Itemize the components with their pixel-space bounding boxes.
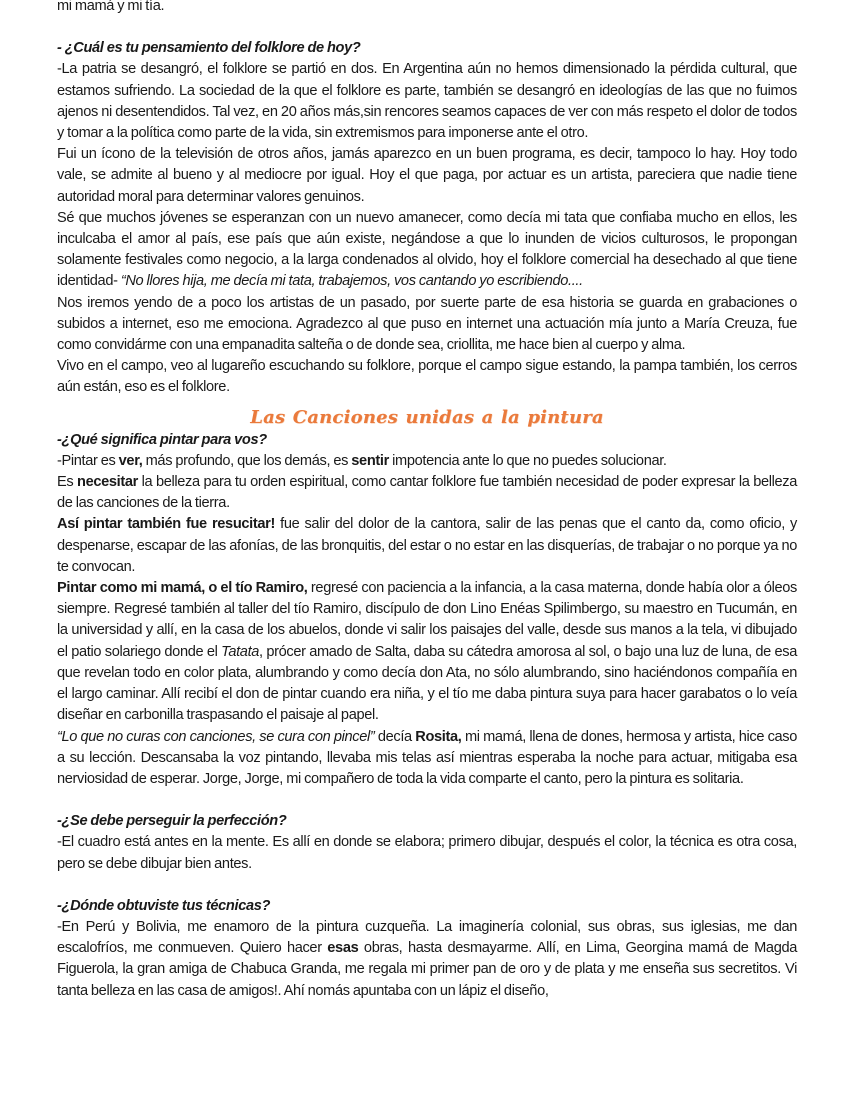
text: , prócer amado de Salta, daba su cátedra amorosa al sol, o bajo una luz de luna, de esa que revelan todo en color plata, alumbrando y como decía don Ata, no sólo alumbrando, sino haciéndonos compañía en el largo caminar. Allí recibí el don de pintar cuando era niña, y el tío me daba pintura suya para hacer garabatos o lo veía diseñar en carbonilla traspasando el paisaje al papel. bbox=[57, 643, 797, 724]
text: Sé que muchos jóvenes se esperanzan con un nuevo amanecer, como decía mi tata que confiaba mucho en ellos, les inculcaba el amor al país, ese país que aún existe, negándose a que lo inunden de vicios culturosos, le propongan solamente festivales como negocio, a la larga condenados al olvido, hoy el folklore comercial ha desechado al que tiene identidad- bbox=[57, 209, 797, 290]
answer-paragraph bbox=[57, 208, 797, 293]
quote-text: “Lo que no curas con canciones, se cura con pincel” bbox=[57, 728, 375, 745]
answer-paragraph bbox=[57, 578, 797, 726]
answer-paragraph bbox=[57, 472, 797, 514]
answer-paragraph bbox=[57, 727, 797, 791]
bold-text: Así pintar también fue resucitar! bbox=[57, 516, 275, 533]
text: -En Perú y Bolivia, me enamoro de la pintura cuzqueña. La imaginería colonial, sus obras, sus iglesias, me dan escalofríos, me conmueven. Quiero hacer bbox=[57, 918, 797, 957]
bold-text: necesitar bbox=[77, 474, 138, 491]
bold-text: esas bbox=[327, 940, 359, 957]
spacer bbox=[57, 875, 797, 896]
text: obras, hasta desmayarme. Allí, en Lima, Georgina mamá de Magda Figuerola, la gran amiga de Chabuca Granda, me regala mi primer pan de oro y de plata y me enseña sus secretitos. Vi tanta belleza en las casa de amigos!. Ahí nomás apuntaba con un lápiz el diseño, bbox=[57, 940, 797, 999]
italic-text: Tatata bbox=[221, 643, 260, 660]
text: fue salir del dolor de la cantora, salir de las penas que el canto da, como oficio, y despenarse, escapar de las afonías, de las bronquitis, del estar o no estar en las disquerías, de trabajar o no porque ya no te convocan. bbox=[57, 516, 798, 575]
question-folklore-today: - ¿Cuál es tu pensamiento del folklore de hoy? bbox=[57, 40, 361, 57]
spacer bbox=[57, 790, 797, 811]
section-title: Las Canciones unidas a la pintura bbox=[250, 406, 604, 428]
text: mi mamá, llena de dones, hermosa y artista, hice caso a su lección. Descansaba la voz pintando, llevaba mis telas así mientras esperaba la noche para actuar, mitigaba esa nerviosidad de esperar. Jorge, Jorge, mi compañero de toda la vida comparte el canto, pero la pintura es solitaria. bbox=[57, 728, 797, 787]
text: Es bbox=[57, 474, 78, 491]
bold-text: sentir bbox=[351, 452, 389, 469]
text: decía bbox=[374, 728, 416, 745]
text: la belleza para tu orden espiritual, como cantar folklore fue también necesidad de poder expresar la belleza de las canciones de la tierra. bbox=[57, 474, 797, 512]
answer-paragraph: Vivo en el campo, veo al lugareño escuchando su folklore, porque el campo sigue estando, la pampa también, los cerros aún están, eso es el folklore. bbox=[57, 358, 797, 396]
bold-text: Pintar como mi mamá, o el tío Ramiro, bbox=[57, 580, 308, 597]
bold-text: Rosita, bbox=[415, 728, 462, 745]
answer-paragraph: Fui un ícono de la televisión de otros años, jamás aparezco en un buen programa, es decir, tampoco lo hay. Hoy todo vale, se admite al bueno y al mediocre por igual. Hoy el que paga, por actuar es un artista, pareciera que nadie tiene autoridad moral para determinar valores genuinos. bbox=[57, 146, 797, 205]
text: impotencia ante lo que no puedes solucionar. bbox=[388, 452, 667, 469]
text: más profundo, que los demás, es bbox=[142, 452, 352, 469]
article-page bbox=[57, 0, 797, 1002]
answer-paragraph: -El cuadro está antes en la mente. Es allí en donde se elabora; primero dibujar, después el color, la técnica es otra cosa, pero se debe dibujar bien antes. bbox=[57, 834, 797, 872]
question-what-painting-means: -¿Qué significa pintar para vos? bbox=[57, 431, 267, 448]
text: regresé con paciencia a la infancia, a la casa materna, donde había olor a óleos siempre. Regresé también al taller del tío Ramiro, discípulo de don Lino Enéas Spilimbergo, su maestro en Tucumán, en la universidad y allí, en la casa de los abuelos, donde vi salir los paisajes del valle, desde sus manos a la tela, vi dibujado el patio solariego donde el bbox=[57, 580, 797, 660]
question-perfection: -¿Se debe perseguir la perfección? bbox=[57, 813, 287, 830]
question-techniques: -¿Dónde obtuviste tus técnicas? bbox=[57, 897, 271, 914]
answer-paragraph bbox=[57, 917, 797, 1002]
answer-paragraph: Nos iremos yendo de a poco los artistas de un pasado, por suerte parte de esa historia se guarda en grabaciones o subidos a internet, eso me emociona. Agradezco al que puso en internet una actuación mía junto a María Creuza, fue como convidárme con una empanadita salteña o de donde sea, criollita, me hace bien al cuerpo y alma. bbox=[57, 294, 797, 354]
continuation-paragraph: mi mamá y mi tía. bbox=[57, 0, 165, 14]
text: -Pintar es bbox=[57, 452, 119, 469]
answer-paragraph: -La patria se desangró, el folklore se partió en dos. En Argentina aún no hemos dimensionado la pérdida cultural, que estamos sufriendo. La sociedad de la que el folklore es parte, también se desangró en ideologías de las que no fuimos ajenos ni desentendidos. Tal vez, en 20 años más,sin rencores seamos capaces de ver con más respeto el dolor de todos y tomar a la política como parte de la vida, sin extremismos para imponerse ante el otro. bbox=[57, 61, 797, 142]
quote-text: “No llores hija, me decía mi tata, trabajemos, vos cantando yo escribiendo.... bbox=[120, 273, 583, 290]
bold-text: ver, bbox=[118, 452, 143, 469]
answer-paragraph bbox=[57, 451, 797, 472]
spacer bbox=[57, 17, 797, 38]
answer-paragraph bbox=[57, 514, 797, 578]
